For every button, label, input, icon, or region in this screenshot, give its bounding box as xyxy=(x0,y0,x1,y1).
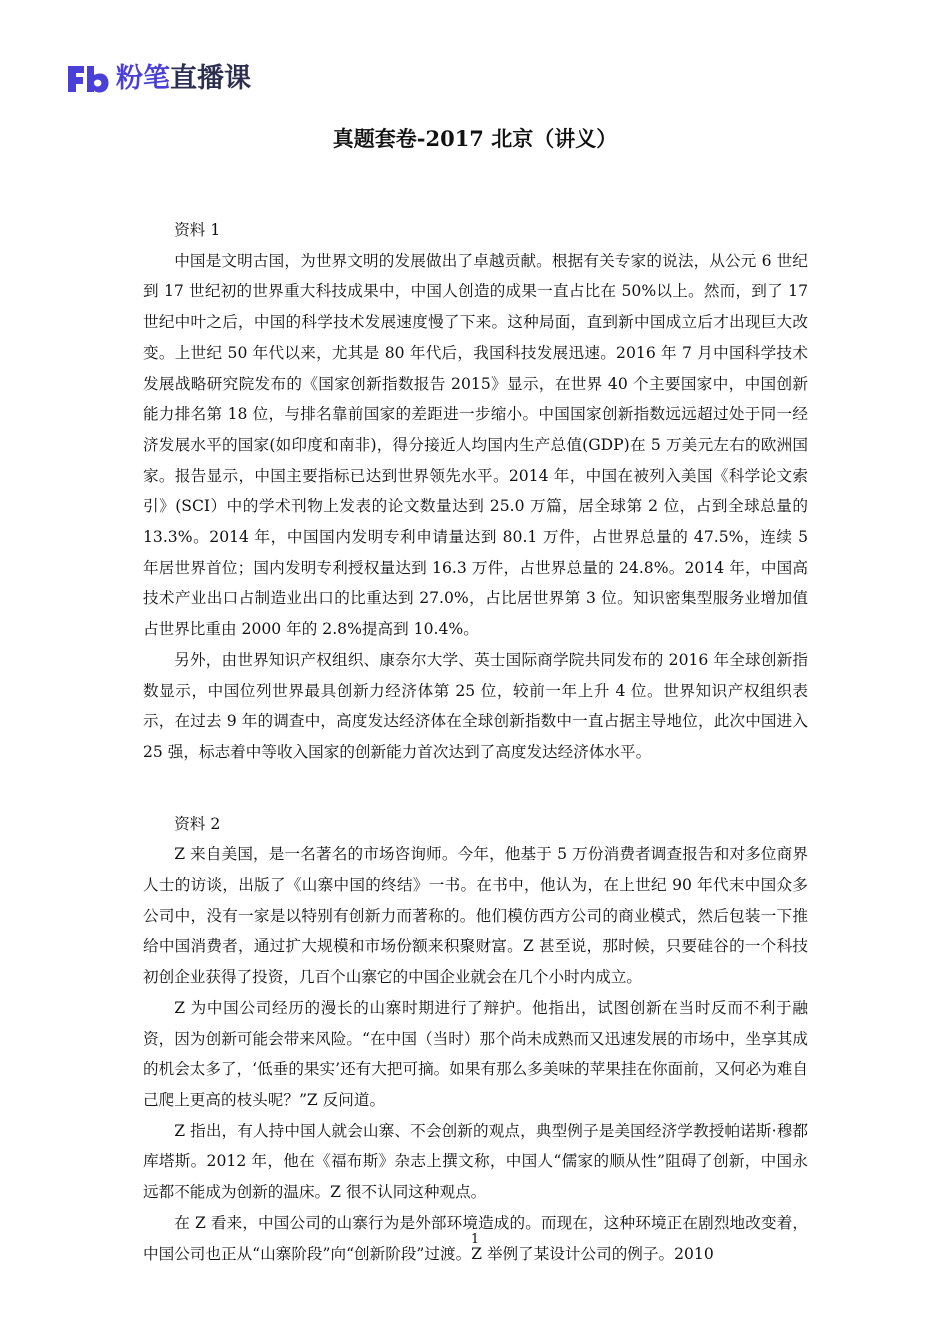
brand-logo xyxy=(66,62,251,96)
brand-name-secondary: 直播课 xyxy=(170,63,251,94)
paragraph: Z 来自美国，是一名著名的市场咨询师。今年，他基于 5 万份消费者调查报告和对多位商界人士的访谈，出版了《山寨中国的终结》一书。在书中，他认为，在上世纪 90 年代末中国众多公司中，没有一家是以特别有创新力而著称的。他们模仿西方公司的商业模式，然后包装一下推给中国消费者，通过扩大规模和市场份额来积聚财富。Z 甚至说，那时候，只要硅谷的一个科技初创企业获得了投资，几百个山寨它的中国企业就会在几个小时内成立。 xyxy=(143,845,808,987)
brand-name-primary: 粉笔 xyxy=(116,63,170,94)
page-number: 1 xyxy=(470,1232,480,1247)
section-heading: 资料 2 xyxy=(174,814,221,833)
fb-logo-icon xyxy=(66,62,110,96)
paragraph: 在 Z 看来，中国公司的山寨行为是外部环境造成的。而现在，这种环境正在剧烈地改变着，中国公司也正从“山寨阶段”向“创新阶段”过渡。Z 举例了某设计公司的例子。2010 xyxy=(143,1213,808,1263)
document-body xyxy=(143,215,808,1269)
brand-name xyxy=(116,62,251,96)
document-title: 真题套卷-2017 北京（讲义） xyxy=(332,126,618,151)
section-heading: 资料 1 xyxy=(174,221,221,239)
paragraph: 另外，由世界知识产权组织、康奈尔大学、英士国际商学院共同发布的 2016 年全球创新指数显示，中国位列世界最具创新力经济体第 25 位，较前一年上升 4 位。世界知识产权组织表示，在过去 9 年的调查中，高度发达经济体在全球创新指数中一直占据主导地位，此次中国进入 25 强，标志着中等收入国家的创新能力首次达到了高度发达经济体水平。 xyxy=(143,650,808,761)
paragraph: 中国是文明古国，为世界文明的发展做出了卓越贡献。根据有关专家的说法，从公元 6 世纪到 17 世纪初的世界重大科技成果中，中国人创造的成果一直占比在 50%以上。然而，到了 17 世纪中叶之后，中国的科学技术发展速度慢了下来。这种局面，直到新中国成立后才出现巨大改变。上世纪 50 年代以来，尤其是 80 年代后，我国科技发展迅速。2016 年 7 月中国科学技术发展战略研究院发布的《国家创新指数报告 2015》显示，在世界 40 个主要国家中，中国创新能力排名第 18 位，与排名靠前国家的差距进一步缩小。中国国家创新指数远远超过处于同一经济发展水平的国家(如印度和南非)，得分接近人均国内生产总值(GDP)在 5 万美元左右的欧洲国家。报告显示，中国主要指标已达到世界领先水平。2014 年，中国在被列入美国《科学论文索引》(SCI）中的学术刊物上发表的论文数量达到 25.0 万篇，居全球第 2 位，占到全球总量的 13.3%。2014 年，中国国内发明专利申请量达到 80.1 万件，占世界总量的 47.5%，连续 5 年居世界首位；国内发明专利授权量达到 16.3 万件，占世界总量的 24.8%。2014 年，中国高技术产业出口占制造业出口的比重达到 27.0%，占比居世界第 3 位。知识密集型服务业增加值占世界比重由 2000 年的 2.8%提高到 10.4%。 xyxy=(143,251,808,639)
paragraph: Z 为中国公司经历的漫长的山寨时期进行了辩护。他指出，试图创新在当时反而不利于融资，因为创新可能会带来风险。“在中国（当时）那个尚未成熟而又迅速发展的市场中，坐享其成的机会太多了，‘低垂的果实’还有大把可摘。如果有那么多美味的苹果挂在你面前，又何必为难自己爬上更高的枝头呢？”Z 反问道。 xyxy=(143,998,808,1109)
paragraph: Z 指出，有人持中国人就会山寨、不会创新的观点，典型例子是美国经济学教授帕诺斯·穆都库塔斯。2012 年，他在《福布斯》杂志上撰文称，中国人“儒家的顺从性”阻碍了创新，中国永远都不能成为创新的温床。Z 很不认同这种观点。 xyxy=(143,1121,808,1202)
section-spacer xyxy=(143,768,808,809)
